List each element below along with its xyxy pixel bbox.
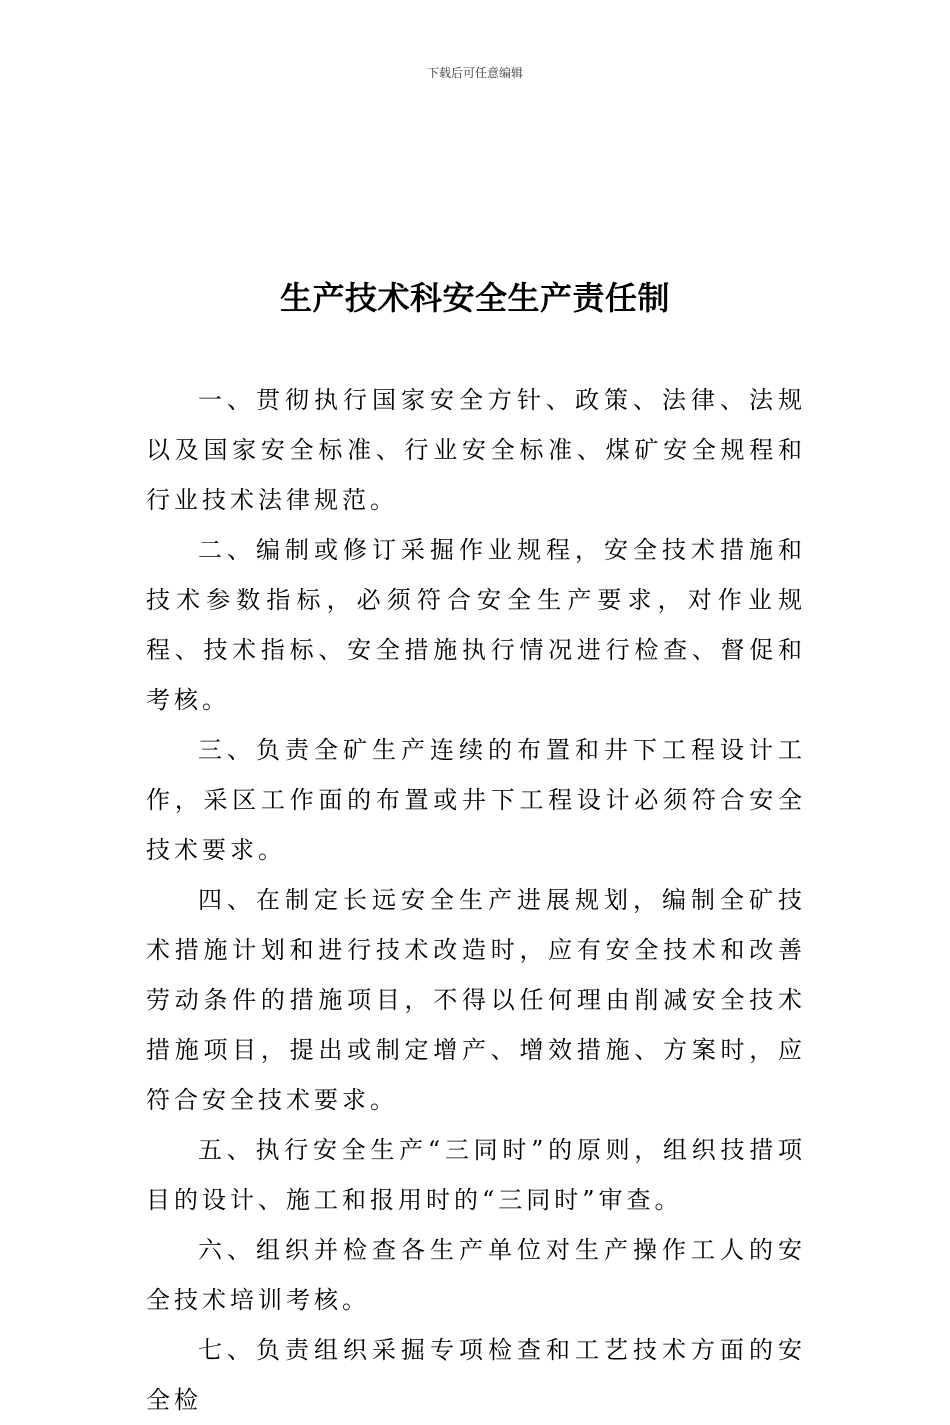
paragraph-7: 七、负责组织采掘专项检查和工艺技术方面的安全检	[146, 1336, 806, 1414]
header-note: 下载后可任意编辑	[426, 66, 523, 80]
document-title: 生产技术科安全生产责任制	[279, 279, 670, 317]
paragraph-1: 一、贯彻执行国家安全方针、政策、法律、法规以及国家安全标准、行业安全标准、煤矿安全规程和行业技术法律规范。	[146, 386, 806, 514]
paragraph-3: 三、负责全矿生产连续的布置和井下工程设计工作，采区工作面的布置或井下工程设计必须符合安全技术要求。	[146, 736, 806, 864]
document-body	[146, 375, 806, 1425]
paragraph-6: 六、组织并检查各生产单位对生产操作工人的安全技术培训考核。	[146, 1236, 806, 1314]
paragraph-5: 五、执行安全生产“三同时”的原则，组织技措项目的设计、施工和报用时的“三同时”审查。	[146, 1136, 806, 1214]
paragraph-2: 二、编制或修订采掘作业规程，安全技术措施和技术参数指标，必须符合安全生产要求，对作业规程、技术指标、安全措施执行情况进行检查、督促和考核。	[146, 536, 806, 714]
paragraph-4: 四、在制定长远安全生产进展规划，编制全矿技术措施计划和进行技术改造时，应有安全技术和改善劳动条件的措施项目，不得以任何理由削减安全技术措施项目，提出或制定增产、增效措施、方案时，应符合安全技术要求。	[146, 886, 806, 1114]
